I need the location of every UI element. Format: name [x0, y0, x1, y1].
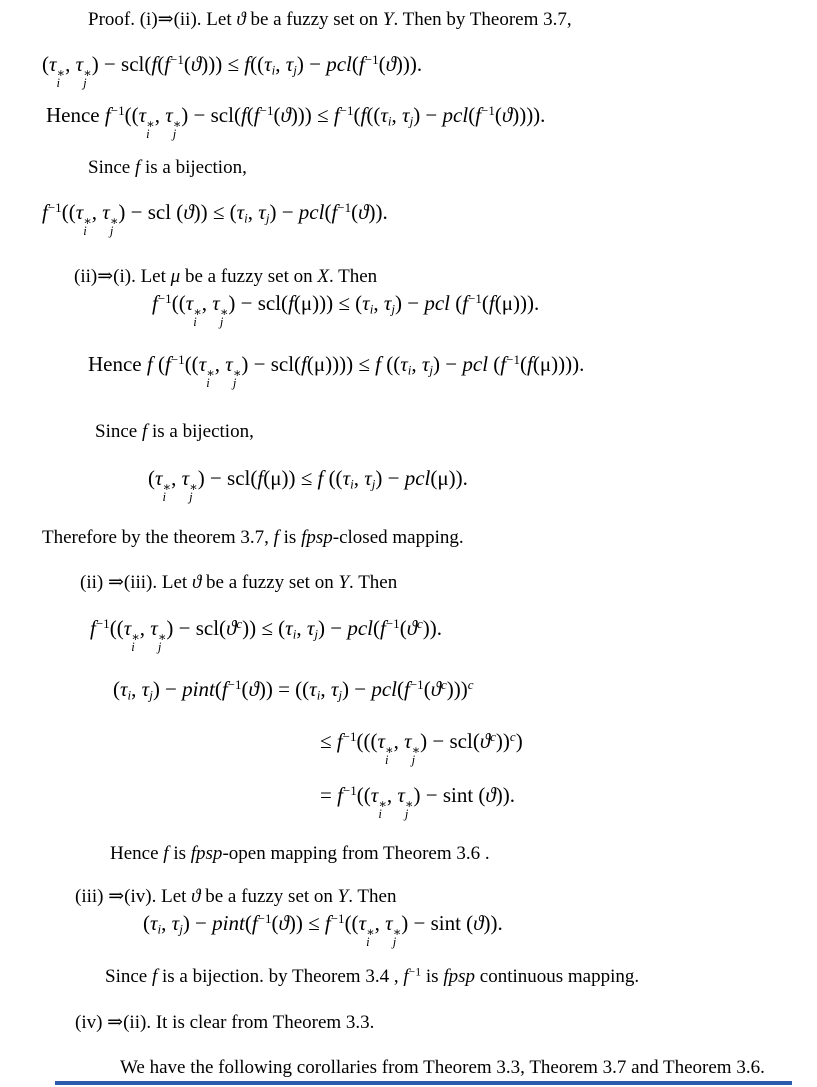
step-ii-to-iii: (ii) ⇒(iii). Let ϑ be a fuzzy set on Y. Then: [80, 572, 398, 593]
formula-1: (τ ∗ i , τ ∗ j ) − $scl(f(f^{-1}(ϑ))) \le f((\tau_i$, $\tau_j) - pcl(f^{-1}(ϑ))$).: [42, 51, 423, 91]
step-ii-to-i: (ii)⇒(i). Let μ be a fuzzy set on X. Then: [74, 266, 378, 287]
formula-7: $f^{-1}((\tau$ ∗ i , τ ∗ j ) − $scl(ϑ^c)) \le (\tau_i$, $\tau_j) - pcl(f^{-1}(ϑ^c))$.: [90, 615, 443, 655]
formula-6: (τ ∗ i , τ ∗ j ) − scl(f(μ)) ≤ f (($\tau_i$, $\tau_j) - pcl(\mu)$).: [148, 466, 468, 505]
formula-8: ($\tau_i$, $\tau_j$) − $pint(f^{-1}(ϑ)) = ((\tau_i$, $\tau_j) - pcl(f^{-1}(ϑ^c)))^c$: [113, 676, 474, 703]
therefore-closed-mapping: Therefore by the theorem 3.7, f is fpsp-closed mapping.: [42, 527, 464, 548]
hence-open-mapping: Hence f is fpsp-open mapping from Theorem 3.6 .: [110, 843, 490, 864]
formula-3: $f^{-1}((\tau$ ∗ i , τ ∗ j ) − scl $(ϑ)) \le (\tau_i$, $\tau_j) - pcl(f^{-1}(ϑ))$.: [42, 199, 388, 239]
formula-11: ($\tau_i$, $\tau_j$) − $pint(f^{-1}(ϑ)) \le f^{-1}((\tau$ ∗ i , τ ∗ j ) − sint (ϑ)).: [143, 910, 503, 950]
formula-5-hence: Hence f ($f^{-1}((\tau$ ∗ i , τ ∗ j ) − scl(f(μ)))) ≤ f (($\tau_i$, $\tau_j$) − pcl $(f^{-1}(f(\mu)))$).: [88, 351, 585, 391]
proof-intro: Proof. (i)⇒(ii). Let ϑ be a fuzzy set on Y. Then by Theorem 3.7,: [88, 9, 572, 30]
formula-4: $f^{-1}((\tau$ ∗ i , τ ∗ j ) − $scl(f(\mu))) \le (\tau_i$, $\tau_j$) − pcl $(f^{-1}(f(\mu)))$.: [152, 290, 540, 330]
corollaries-note: We have the following corollaries from Theorem 3.3, Theorem 3.7 and Theorem 3.6.: [120, 1057, 765, 1078]
formula-2-hence: Hence $f^{-1}((\tau$ ∗ i , τ ∗ j ) − $scl(f(f^{-1}(ϑ))) \le f^{-1}(f((\tau_i$, $\tau_j) - pcl(f^{-1}(ϑ))$)).: [46, 102, 546, 142]
step-iv-to-ii: (iv) ⇒(ii). It is clear from Theorem 3.3.: [75, 1012, 375, 1033]
step-iii-to-iv: (iii) ⇒(iv). Let ϑ be a fuzzy set on Y. Then: [75, 886, 397, 907]
formula-9: ≤ $f^{-1}(((\tau$ ∗ i , τ ∗ j ) − $scl(ϑ^c))^c$): [320, 728, 523, 768]
formula-10: = $f^{-1}((\tau$ ∗ i , τ ∗ j ) − sint (ϑ)).: [320, 782, 515, 822]
since-bijection-2: Since f is a bijection,: [95, 421, 254, 442]
since-bijection-3: Since f is a bijection. by Theorem 3.4 , $f^{-1}$ is fpsp continuous mapping.: [105, 965, 640, 987]
since-bijection-1: Since f is a bijection,: [88, 157, 247, 178]
bottom-rule: [55, 1081, 792, 1085]
